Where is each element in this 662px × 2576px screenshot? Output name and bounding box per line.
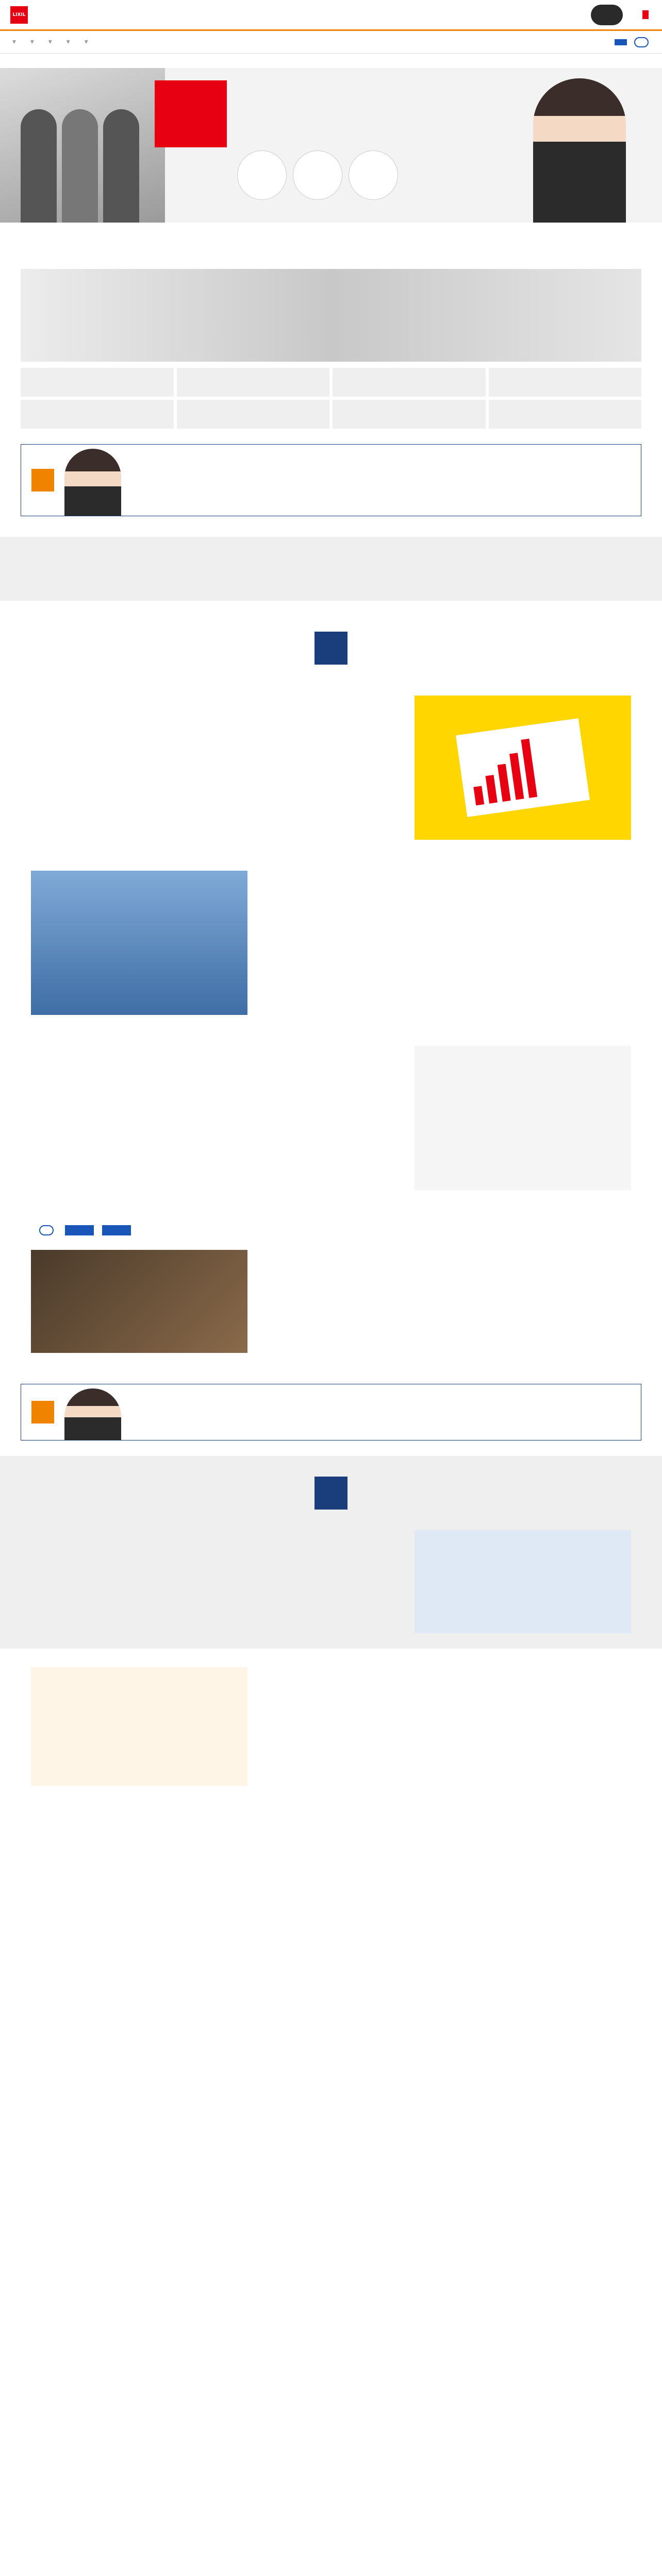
staff-figure: [62, 109, 98, 223]
nav-item-manage[interactable]: [64, 40, 70, 45]
content-block: [0, 871, 662, 1015]
shop-sign: [155, 80, 227, 147]
chevron-down-icon: ▼: [66, 39, 70, 45]
section-02: [0, 1456, 662, 1649]
nav-item-buy[interactable]: [28, 40, 34, 45]
lead-section: [0, 223, 662, 253]
stat-medal: [293, 150, 342, 200]
content-block: [0, 1250, 662, 1353]
body-text: [31, 1046, 394, 1190]
stat-medal: [349, 150, 398, 200]
reassurance-banner: [21, 1384, 641, 1440]
apartment-building-photo: [31, 871, 247, 1015]
worry-item: [489, 400, 642, 429]
nav-item-strength[interactable]: [82, 40, 88, 45]
chevron-down-icon: ▼: [12, 39, 16, 45]
body-text: [268, 1250, 631, 1353]
nav-item-sell[interactable]: [10, 40, 16, 45]
content-block: [0, 1046, 662, 1190]
staff-figure: [103, 109, 139, 223]
free-dial-icon: [634, 37, 649, 47]
worry-grid: [21, 368, 641, 429]
chevron-down-icon: ▼: [30, 39, 34, 45]
hero-stats: [237, 150, 398, 200]
photo-bar: [521, 739, 537, 798]
cta-tel[interactable]: [39, 1225, 57, 1235]
rank-badge: [642, 10, 652, 20]
award-badge: [591, 5, 623, 25]
content-block: [0, 696, 662, 840]
warning-banner: [21, 444, 641, 516]
worry-item: [333, 368, 486, 397]
worry-item: [177, 368, 330, 397]
lixil-logo-icon: LIXIL: [10, 6, 28, 24]
rank-tag: [642, 10, 649, 20]
section-03: [0, 1667, 662, 1786]
rising-chart-photo: [415, 696, 631, 840]
photo-bar: [509, 753, 524, 800]
main-nav: [0, 31, 662, 54]
lixil-tab-icon: [31, 1401, 54, 1423]
mascot-character: [533, 78, 626, 223]
staff-photo: [0, 68, 165, 223]
breadcrumb: [0, 54, 662, 68]
worry-item: [489, 368, 642, 397]
body-text: [268, 871, 631, 1015]
content-block: [0, 1667, 662, 1786]
cta-bar: [31, 1221, 631, 1240]
contact-button[interactable]: [615, 39, 627, 45]
photo-bar: [498, 764, 511, 802]
section-01: [0, 632, 662, 1440]
photo-bar: [486, 775, 498, 804]
chevron-down-icon: ▼: [84, 39, 88, 45]
chevron-down-icon: ▼: [48, 39, 52, 45]
brand-logo[interactable]: [10, 6, 32, 24]
mascot-character: [64, 1388, 121, 1440]
screws-photo: [31, 1250, 247, 1353]
mascot-character: [64, 449, 121, 516]
nav-item-consult[interactable]: [46, 40, 52, 45]
tel-block[interactable]: [634, 37, 652, 47]
photo-bar: [473, 786, 484, 805]
appraisal-button[interactable]: [102, 1225, 131, 1235]
body-text: [31, 696, 394, 840]
site-header: [0, 0, 662, 31]
worry-item: [333, 400, 486, 429]
inquiry-button[interactable]: [65, 1225, 94, 1235]
stat-medal: [237, 150, 287, 200]
worried-couple-photo: [21, 269, 641, 362]
chart-paper: [456, 718, 590, 817]
content-block: [0, 1530, 662, 1633]
table-of-contents: [0, 537, 662, 601]
worry-item: [177, 400, 330, 429]
line-graph-photo: [415, 1046, 631, 1190]
price-bar-chart: [31, 1667, 247, 1786]
hero: [0, 68, 662, 223]
body-text: [31, 1530, 394, 1633]
section-number: [315, 1477, 347, 1510]
section-number: [315, 632, 347, 665]
lixil-tab-icon: [31, 469, 54, 492]
scale-illustration: [415, 1530, 631, 1633]
worry-item: [21, 368, 174, 397]
worry-item: [21, 400, 174, 429]
free-dial-icon: [39, 1225, 54, 1235]
body-text: [268, 1667, 631, 1786]
staff-figure: [21, 109, 57, 223]
